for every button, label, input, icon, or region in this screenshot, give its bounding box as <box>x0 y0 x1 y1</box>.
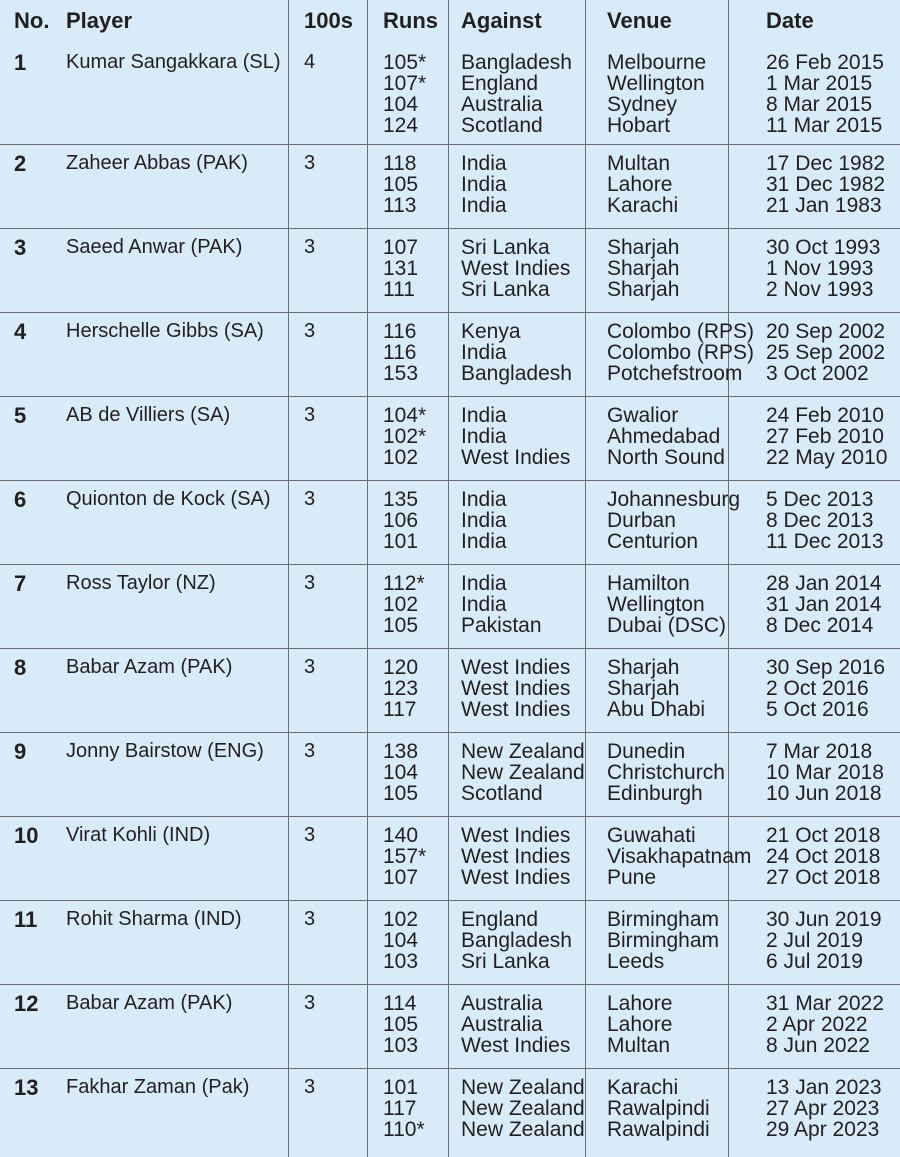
venue-list <box>607 657 705 720</box>
venue-value: Sharjah <box>607 677 680 700</box>
date-value: 30 Oct 1993 <box>766 236 881 259</box>
runs-value: 105 <box>383 782 419 805</box>
player-name: Rohit Sharma (IND) <box>66 908 242 930</box>
date-list <box>766 321 885 384</box>
against-value: Australia <box>461 1013 543 1036</box>
against-list <box>461 153 507 216</box>
date-value: 24 Oct 2018 <box>766 845 881 868</box>
runs-value: 120 <box>383 656 419 679</box>
runs-value: 102* <box>383 425 427 448</box>
against-value: West Indies <box>461 845 571 868</box>
venue-value: Visakhapatnam <box>607 845 752 868</box>
venue-value: Multan <box>607 152 671 175</box>
venue-value: Wellington <box>607 72 705 95</box>
header-date: Date <box>766 8 814 33</box>
date-value: 8 Mar 2015 <box>766 93 873 116</box>
hundreds-count: 3 <box>304 236 316 258</box>
date-value: 2 Nov 1993 <box>766 278 874 301</box>
runs-value: 112* <box>383 572 425 595</box>
venue-value: Pune <box>607 866 657 889</box>
against-list <box>461 237 570 300</box>
runs-value: 104 <box>383 761 419 784</box>
runs-value: 131 <box>383 257 419 280</box>
hundreds-count: 3 <box>304 824 316 846</box>
date-value: 31 Dec 1982 <box>766 173 886 196</box>
runs-value: 153 <box>383 362 419 385</box>
table-row <box>0 145 900 229</box>
against-value: India <box>461 488 507 511</box>
runs-value: 102 <box>383 908 419 931</box>
player-name: AB de Villiers (SA) <box>66 404 231 426</box>
against-value: Bangladesh <box>461 51 572 74</box>
venue-value: Edinburgh <box>607 782 703 805</box>
against-list <box>461 52 572 136</box>
date-value: 28 Jan 2014 <box>766 572 882 595</box>
runs-value: 105 <box>383 1013 419 1036</box>
venue-value: Johannesburg <box>607 488 741 511</box>
venue-list <box>607 405 725 468</box>
player-name: Saeed Anwar (PAK) <box>66 236 243 258</box>
venue-list <box>607 237 679 300</box>
against-value: Pakistan <box>461 614 542 637</box>
runs-value: 103 <box>383 950 419 973</box>
date-value: 10 Mar 2018 <box>766 761 884 784</box>
hundreds-count: 4 <box>304 51 316 73</box>
runs-value: 117 <box>383 698 417 721</box>
player-name: Zaheer Abbas (PAK) <box>66 152 248 174</box>
runs-value: 135 <box>383 488 419 511</box>
runs-value: 106 <box>383 509 419 532</box>
venue-list <box>607 321 754 384</box>
runs-value: 104 <box>383 93 419 116</box>
runs-list <box>383 489 418 552</box>
against-list <box>461 405 570 468</box>
player-name: Kumar Sangakkara (SL) <box>66 51 281 73</box>
venue-list <box>607 741 725 804</box>
runs-value: 110* <box>383 1118 425 1141</box>
date-list <box>766 1077 882 1140</box>
against-value: West Indies <box>461 677 571 700</box>
date-value: 27 Apr 2023 <box>766 1097 880 1120</box>
against-value: India <box>461 509 507 532</box>
runs-list <box>383 153 418 216</box>
runs-value: 104* <box>383 404 427 427</box>
against-value: Sri Lanka <box>461 950 550 973</box>
date-list <box>766 405 887 468</box>
venue-value: Dunedin <box>607 740 686 763</box>
runs-value: 157* <box>383 845 427 868</box>
row-number: 7 <box>14 571 27 596</box>
venue-value: Colombo (RPS) <box>607 341 755 364</box>
venue-value: Guwahati <box>607 824 696 847</box>
venue-value: Hamilton <box>607 572 690 595</box>
against-value: India <box>461 152 507 175</box>
row-number: 10 <box>14 823 39 848</box>
against-value: Scotland <box>461 782 543 805</box>
runs-value: 113 <box>383 194 417 217</box>
header-against: Against <box>461 8 542 33</box>
hundreds-count: 3 <box>304 572 316 594</box>
date-value: 2 Oct 2016 <box>766 677 869 700</box>
date-value: 6 Jul 2019 <box>766 950 863 973</box>
against-value: West Indies <box>461 257 571 280</box>
runs-list <box>383 573 425 636</box>
table-row <box>0 397 900 481</box>
runs-value: 107 <box>383 236 419 259</box>
venue-value: Potchefstroom <box>607 362 743 385</box>
against-value: West Indies <box>461 446 571 469</box>
table-row <box>0 733 900 817</box>
date-value: 8 Dec 2013 <box>766 509 874 532</box>
date-list <box>766 573 882 636</box>
date-value: 20 Sep 2002 <box>766 320 886 343</box>
hundreds-count: 3 <box>304 1076 316 1098</box>
against-value: New Zealand <box>461 761 585 784</box>
runs-list <box>383 321 418 384</box>
venue-value: Birmingham <box>607 929 720 952</box>
date-value: 5 Oct 2016 <box>766 698 869 721</box>
against-list <box>461 489 507 552</box>
runs-list <box>383 825 426 888</box>
against-value: India <box>461 425 507 448</box>
player-name: Jonny Bairstow (ENG) <box>66 740 264 762</box>
date-list <box>766 489 884 552</box>
date-value: 3 Oct 2002 <box>766 362 869 385</box>
venue-value: Lahore <box>607 992 673 1015</box>
row-number: 9 <box>14 739 27 764</box>
venue-value: Abu Dhabi <box>607 698 706 721</box>
against-value: India <box>461 173 507 196</box>
against-value: Sri Lanka <box>461 278 550 301</box>
runs-value: 117 <box>383 1097 417 1120</box>
date-value: 2 Apr 2022 <box>766 1013 868 1036</box>
runs-value: 123 <box>383 677 419 700</box>
against-value: India <box>461 572 507 595</box>
runs-list <box>383 993 418 1056</box>
table-header-row <box>0 0 900 44</box>
hundreds-count: 3 <box>304 740 316 762</box>
date-list <box>766 741 884 804</box>
table-row <box>0 649 900 733</box>
against-value: New Zealand <box>461 1076 585 1099</box>
runs-value: 101 <box>383 1076 419 1099</box>
runs-value: 114 <box>383 992 417 1015</box>
date-value: 10 Jun 2018 <box>766 782 882 805</box>
player-name: Quionton de Kock (SA) <box>66 488 271 510</box>
date-list <box>766 909 882 972</box>
date-value: 7 Mar 2018 <box>766 740 873 763</box>
runs-list <box>383 657 418 720</box>
against-value: New Zealand <box>461 1118 585 1141</box>
against-list <box>461 825 570 888</box>
venue-value: North Sound <box>607 446 725 469</box>
against-value: West Indies <box>461 1034 571 1057</box>
runs-list <box>383 1077 425 1140</box>
date-value: 27 Oct 2018 <box>766 866 881 889</box>
venue-value: Wellington <box>607 593 705 616</box>
date-value: 8 Jun 2022 <box>766 1034 870 1057</box>
player-name: Virat Kohli (IND) <box>66 824 211 846</box>
table-row <box>0 985 900 1069</box>
header-runs: Runs <box>383 8 438 33</box>
venue-value: Colombo (RPS) <box>607 320 755 343</box>
against-value: Kenya <box>461 320 521 343</box>
against-value: West Indies <box>461 824 571 847</box>
runs-value: 111 <box>383 278 415 301</box>
venue-list <box>607 573 726 636</box>
venue-value: Sharjah <box>607 278 680 301</box>
venue-value: Hobart <box>607 114 671 137</box>
runs-value: 118 <box>383 152 417 175</box>
row-number: 4 <box>14 319 27 344</box>
venue-value: Lahore <box>607 173 673 196</box>
against-value: India <box>461 404 507 427</box>
venue-value: Lahore <box>607 1013 673 1036</box>
hundreds-count: 3 <box>304 320 316 342</box>
venue-value: Christchurch <box>607 761 725 784</box>
date-list <box>766 657 885 720</box>
player-name: Ross Taylor (NZ) <box>66 572 216 594</box>
runs-value: 102 <box>383 446 419 469</box>
table-row <box>0 1069 900 1157</box>
date-value: 26 Feb 2015 <box>766 51 884 74</box>
venue-value: Dubai (DSC) <box>607 614 727 637</box>
table-row <box>0 481 900 565</box>
date-value: 30 Jun 2019 <box>766 908 882 931</box>
against-list <box>461 741 585 804</box>
runs-value: 124 <box>383 114 419 137</box>
venue-list <box>607 825 751 888</box>
runs-value: 107 <box>383 866 419 889</box>
against-value: Australia <box>461 992 543 1015</box>
against-list <box>461 321 572 384</box>
date-value: 21 Jan 1983 <box>766 194 882 217</box>
date-list <box>766 237 880 300</box>
date-list <box>766 153 885 216</box>
row-number: 1 <box>14 50 27 75</box>
row-number: 8 <box>14 655 27 680</box>
against-value: England <box>461 908 539 931</box>
venue-value: Sydney <box>607 93 678 116</box>
runs-value: 104 <box>383 929 419 952</box>
row-number: 11 <box>14 907 38 932</box>
row-number: 13 <box>14 1075 39 1100</box>
against-list <box>461 993 570 1056</box>
row-number: 2 <box>14 151 27 176</box>
date-value: 8 Dec 2014 <box>766 614 874 637</box>
date-value: 29 Apr 2023 <box>766 1118 880 1141</box>
table-row <box>0 229 900 313</box>
date-value: 1 Mar 2015 <box>766 72 873 95</box>
runs-value: 105 <box>383 614 419 637</box>
against-list <box>461 909 572 972</box>
venue-value: Leeds <box>607 950 665 973</box>
runs-list <box>383 237 418 300</box>
row-number: 12 <box>14 991 39 1016</box>
venue-value: Rawalpindi <box>607 1097 710 1120</box>
against-list <box>461 573 542 636</box>
against-value: England <box>461 72 539 95</box>
venue-value: Multan <box>607 1034 671 1057</box>
venue-value: Durban <box>607 509 676 532</box>
player-name: Fakhar Zaman (Pak) <box>66 1076 250 1098</box>
against-list <box>461 1077 585 1140</box>
date-value: 24 Feb 2010 <box>766 404 884 427</box>
date-value: 11 Dec 2013 <box>766 530 884 553</box>
against-value: West Indies <box>461 866 571 889</box>
venue-value: Sharjah <box>607 656 680 679</box>
against-value: India <box>461 341 507 364</box>
hundreds-count: 3 <box>304 656 316 678</box>
against-value: New Zealand <box>461 1097 585 1120</box>
against-value: West Indies <box>461 656 571 679</box>
venue-value: Birmingham <box>607 908 720 931</box>
table-row <box>0 44 900 145</box>
date-value: 27 Feb 2010 <box>766 425 884 448</box>
venue-value: Karachi <box>607 194 679 217</box>
runs-list <box>383 52 426 136</box>
venue-value: Ahmedabad <box>607 425 721 448</box>
venue-list <box>607 993 672 1056</box>
venue-value: Karachi <box>607 1076 679 1099</box>
against-value: Bangladesh <box>461 929 572 952</box>
against-value: India <box>461 593 507 616</box>
runs-value: 107* <box>383 72 427 95</box>
venue-list <box>607 52 706 136</box>
runs-value: 101 <box>383 530 419 553</box>
date-value: 2 Jul 2019 <box>766 929 863 952</box>
runs-list <box>383 741 418 804</box>
date-value: 22 May 2010 <box>766 446 888 469</box>
date-list <box>766 52 884 136</box>
venue-value: Sharjah <box>607 257 680 280</box>
date-value: 13 Jan 2023 <box>766 1076 882 1099</box>
header-no: No. <box>14 8 50 33</box>
header-player: Player <box>66 8 133 33</box>
header-venue: Venue <box>607 8 672 33</box>
hundreds-count: 3 <box>304 152 316 174</box>
date-value: 31 Mar 2022 <box>766 992 884 1015</box>
venue-list <box>607 909 719 972</box>
player-name: Babar Azam (PAK) <box>66 992 233 1014</box>
against-value: New Zealand <box>461 740 585 763</box>
date-value: 21 Oct 2018 <box>766 824 881 847</box>
runs-value: 138 <box>383 740 419 763</box>
venue-list <box>607 489 740 552</box>
runs-value: 140 <box>383 824 419 847</box>
hundreds-count: 3 <box>304 488 316 510</box>
against-value: Bangladesh <box>461 362 572 385</box>
row-number: 6 <box>14 487 27 512</box>
date-value: 11 Mar 2015 <box>766 114 883 137</box>
date-list <box>766 825 880 888</box>
venue-value: Sharjah <box>607 236 680 259</box>
runs-list <box>383 909 418 972</box>
table-row <box>0 313 900 397</box>
runs-value: 103 <box>383 1034 419 1057</box>
date-value: 5 Dec 2013 <box>766 488 874 511</box>
player-name: Herschelle Gibbs (SA) <box>66 320 264 342</box>
hundreds-count: 3 <box>304 908 316 930</box>
date-value: 25 Sep 2002 <box>766 341 886 364</box>
table-row <box>0 901 900 985</box>
against-value: Sri Lanka <box>461 236 550 259</box>
date-value: 31 Jan 2014 <box>766 593 882 616</box>
against-value: India <box>461 194 507 217</box>
venue-value: Rawalpindi <box>607 1118 710 1141</box>
venue-value: Gwalior <box>607 404 679 427</box>
runs-value: 105* <box>383 51 427 74</box>
against-list <box>461 657 570 720</box>
against-value: Scotland <box>461 114 543 137</box>
date-value: 1 Nov 1993 <box>766 257 874 280</box>
against-value: West Indies <box>461 698 571 721</box>
runs-value: 105 <box>383 173 419 196</box>
against-value: India <box>461 530 507 553</box>
date-value: 17 Dec 1982 <box>766 152 886 175</box>
against-value: Australia <box>461 93 543 116</box>
row-number: 5 <box>14 403 27 428</box>
date-list <box>766 993 884 1056</box>
runs-list <box>383 405 426 468</box>
row-number: 3 <box>14 235 27 260</box>
table-row <box>0 565 900 649</box>
date-value: 30 Sep 2016 <box>766 656 886 679</box>
venue-list <box>607 1077 710 1140</box>
venue-value: Melbourne <box>607 51 707 74</box>
venue-list <box>607 153 678 216</box>
header-hundreds: 100s <box>304 8 353 33</box>
hundreds-count: 3 <box>304 404 316 426</box>
table-row <box>0 817 900 901</box>
venue-value: Centurion <box>607 530 699 553</box>
runs-value: 116 <box>383 341 417 364</box>
runs-value: 116 <box>383 320 417 343</box>
runs-value: 102 <box>383 593 419 616</box>
hundreds-count: 3 <box>304 992 316 1014</box>
player-name: Babar Azam (PAK) <box>66 656 233 678</box>
